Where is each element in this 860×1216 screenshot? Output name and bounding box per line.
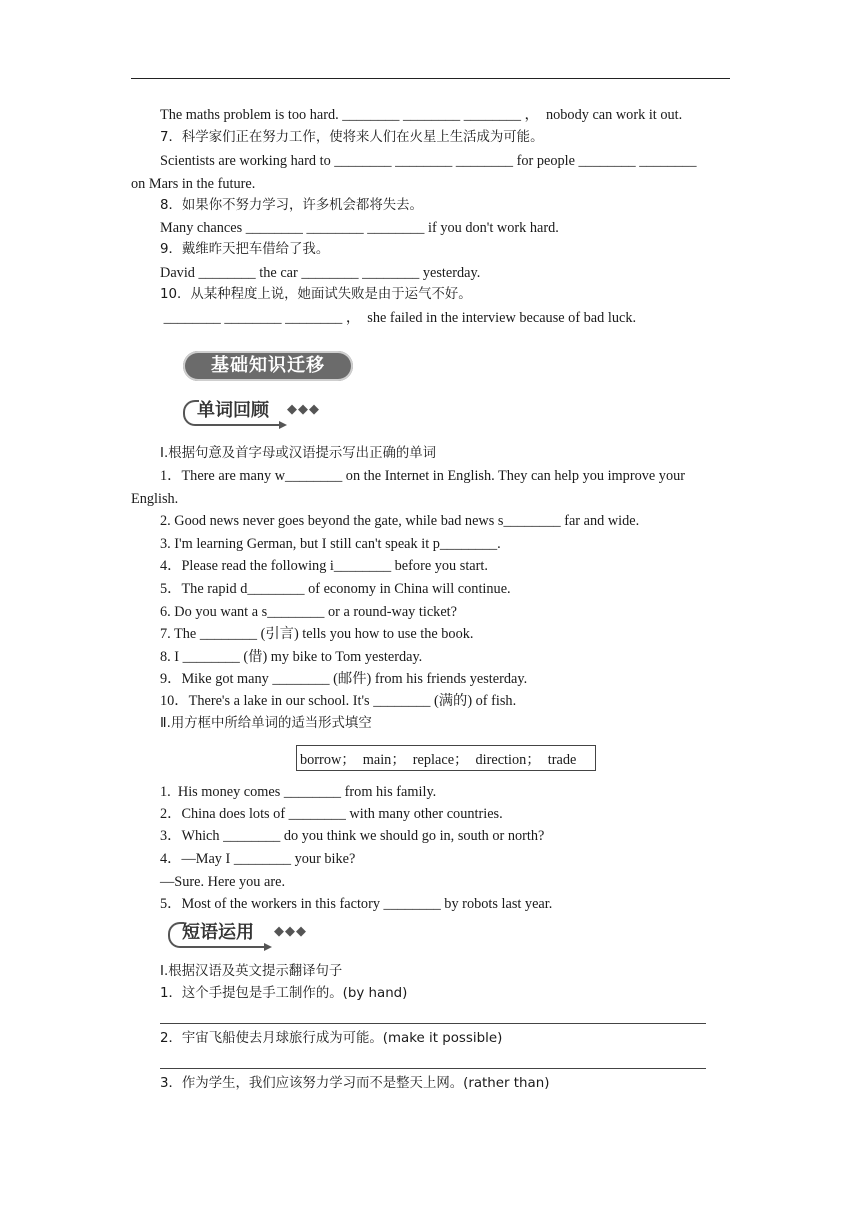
section-banner: 基础知识迁移 <box>183 351 353 381</box>
question-line: 6. Do you want a s________ or a round-way ticket? <box>160 604 457 620</box>
question-line: 3．作为学生，我们应该努力学习而不是整天上网。(rather than) <box>160 1076 550 1091</box>
part-heading: Ⅰ.根据句意及首字母或汉语提示写出正确的单词 <box>160 446 437 461</box>
question-line: 7. The ________ (引言) tells you how to use the book. <box>160 626 474 642</box>
diamond-icons: ◆◆◆ <box>274 924 307 939</box>
underline-decoration <box>180 946 266 948</box>
question-line: —Sure. Here you are. <box>160 874 286 890</box>
question-line: 2．China does lots of ________ with many other countries. <box>160 806 503 822</box>
question-line: 5．The rapid d________ of economy in China will continue. <box>160 581 511 597</box>
question-line: 1. His money comes ________ from his family. <box>160 784 437 800</box>
subsection-header-words <box>183 398 353 428</box>
answer-line <box>160 1023 706 1024</box>
text-line: The maths problem is too hard. ________ ________ ________ ， nobody can work it out. <box>160 107 683 123</box>
question-line: 9．Mike got many ________ (邮件) from his friends yesterday. <box>160 671 528 687</box>
text-line: 10．从某种程度上说，她面试失败是由于运气不好。 <box>160 287 472 302</box>
part-heading: Ⅰ.根据汉语及英文提示翻译句子 <box>160 964 343 979</box>
question-line: 8. I ________ (借) my bike to Tom yesterday. <box>160 649 423 665</box>
part-heading: Ⅱ.用方框中所给单词的适当形式填空 <box>160 716 372 731</box>
text-line: on Mars in the future. <box>131 176 256 192</box>
question-line: 1．这个手提包是手工制作的。(by hand) <box>160 986 408 1001</box>
subsection-title: 单词回顾 <box>197 400 269 421</box>
answer-line <box>160 1068 706 1069</box>
word-box-text: borrow； main； replace； direction； trade <box>300 752 577 768</box>
text-line: 9．戴维昨天把车借给了我。 <box>160 242 330 257</box>
subsection-title: 短语运用 <box>182 922 254 943</box>
question-line: 2．宇宙飞船使去月球旅行成为可能。(make it possible) <box>160 1031 503 1046</box>
question-line: 2. Good news never goes beyond the gate, while bad news s________ far and wide. <box>160 513 640 529</box>
question-line: 10．There's a lake in our school. It's ________ (满的) of fish. <box>160 693 517 709</box>
text-line: Many chances ________ ________ ________ if you don't work hard. <box>160 220 559 236</box>
question-line: 3．Which ________ do you think we should go in, south or north? <box>160 828 545 844</box>
question-line: 5．Most of the workers in this factory ________ by robots last year. <box>160 896 553 912</box>
question-line: 1．There are many w________ on the Internet in English. They can help you improve your <box>160 468 686 484</box>
subsection-header-phrases <box>168 920 328 950</box>
diamond-icons: ◆◆◆ <box>287 402 320 417</box>
arrow-icon <box>264 943 272 951</box>
question-line: English. <box>131 491 179 507</box>
arrow-icon <box>279 421 287 429</box>
question-line: 4．Please read the following i________ before you start. <box>160 558 488 574</box>
text-line: ________ ________ ________ ， she failed in the interview because of bad luck. <box>160 310 637 326</box>
header-rule <box>131 78 730 79</box>
underline-decoration <box>195 424 281 426</box>
text-line: David ________ the car ________ ________ yesterday. <box>160 265 481 281</box>
text-line: 7．科学家们正在努力工作，使将来人们在火星上生活成为可能。 <box>160 130 544 145</box>
text-line: 8．如果你不努力学习，许多机会都将失去。 <box>160 198 423 213</box>
question-line: 3. I'm learning German, but I still can't speak it p________. <box>160 536 501 552</box>
question-line: 4．—May I ________ your bike? <box>160 851 356 867</box>
text-line: Scientists are working hard to ________ ________ ________ for people ________ ________ <box>160 153 697 169</box>
